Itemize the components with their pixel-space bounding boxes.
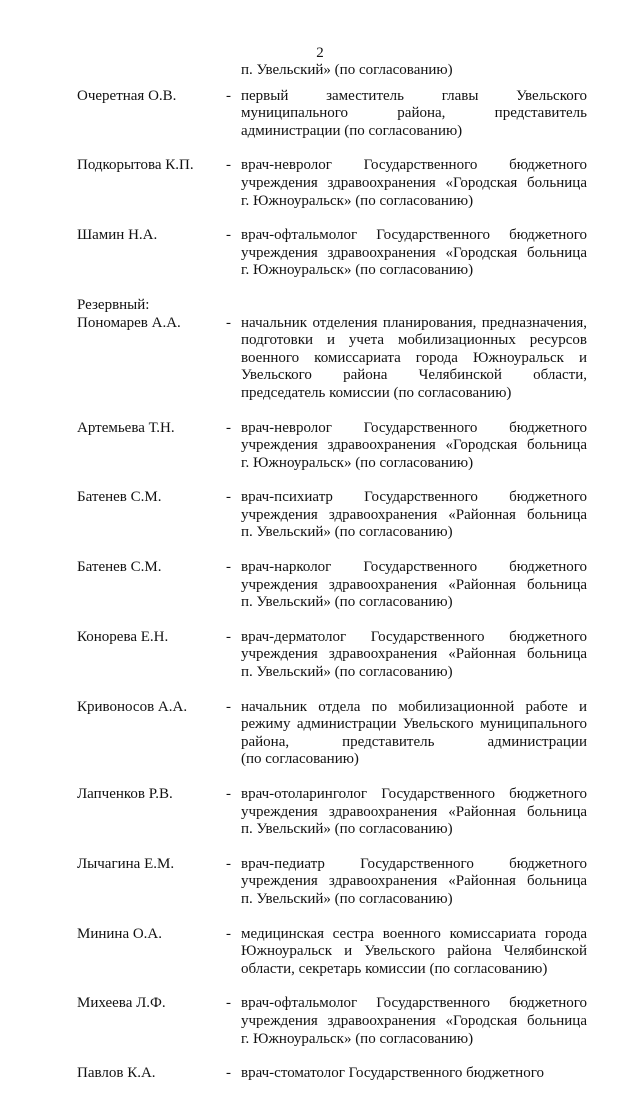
desc-line: врач-психиатр Государственного бюджетного [241,489,587,506]
desc-line: учреждения здравоохранения «Городская больница [241,437,587,454]
desc-line: подготовки и учета мобилизационных ресурсов [241,332,587,349]
desc-line: учреждения здравоохранения «Районная больница [241,873,587,890]
desc-line: врач-офтальмолог Государственного бюджетного [241,995,587,1012]
desc-line: начальник отделения планирования, предназначения, [241,314,587,331]
desc-line: учреждения здравоохранения «Городская больница [241,174,587,191]
desc-line: Увельского района Челябинской области, [241,367,587,384]
continued-entry [0,62,640,80]
desc-line: учреждения здравоохранения «Районная больница [241,646,587,663]
desc-line: г. Южноуральск» (по согласованию) [241,454,474,471]
desc-line: п. Увельский» (по согласованию) [241,821,453,838]
entry-description [241,926,587,979]
desc-line: п. Увельский» (по согласованию) [241,524,453,541]
desc-line: врач-педиатр Государственного бюджетного [241,855,587,872]
desc-line: муниципального района, представитель [241,105,587,122]
desc-line: врач-офтальмолог Государственного бюджетного [241,227,587,244]
entry-dash: - [226,628,231,645]
entry-dash: - [226,995,231,1012]
member-entry [0,489,640,542]
entry-dash: - [226,1065,231,1082]
member-name: Кривоносов А.А. [77,698,188,715]
desc-line: врач-дерматолог Государственного бюджетного [241,628,587,645]
desc-line: учреждения здравоохранения «Районная больница [241,803,587,820]
entry-dash: - [226,698,231,715]
entry-dash: - [226,559,231,576]
entry-description [241,420,587,473]
member-name: Батенев С.М. [77,559,162,576]
desc-line: п. Увельский» (по согласованию) [241,62,453,78]
page-number: 2 [316,45,324,61]
member-name: Минина О.А. [77,925,163,942]
entry-description [241,629,587,682]
member-entry [0,629,640,682]
member-entry [0,88,640,141]
entry-dash: - [226,314,231,331]
member-name: Подкорытова К.П. [77,157,194,174]
member-name: Михеева Л.Ф. [77,995,166,1012]
desc-line: врач-невролог Государственного бюджетного [241,157,587,174]
desc-line: учреждения здравоохранения «Городская больница [241,244,587,261]
entry-description [241,227,587,280]
entry-dash: - [226,87,231,104]
entry-description [241,315,587,403]
member-entry [0,227,640,280]
desc-line: председатель комиссии (по согласованию) [241,384,512,401]
entry-description [241,1065,587,1083]
member-entry [0,995,640,1048]
member-entry [0,699,640,769]
member-name: Лапченков Р.В. [77,786,173,802]
member-entry [0,315,640,403]
entry-description [241,62,587,80]
desc-line: (по согласованию) [241,751,359,768]
desc-line: п. Увельский» (по согласованию) [241,594,453,611]
desc-line: первый заместитель главы Увельского [241,87,587,104]
desc-line: режиму администрации Увельского муниципального [241,716,587,733]
entry-description [241,157,587,210]
desc-line: п. Увельский» (по согласованию) [241,890,453,907]
reserve-heading: Резервный: [77,296,150,313]
member-name: Очеретная О.В. [77,87,177,104]
member-entry [0,559,640,612]
desc-line: врач-нарколог Государственного бюджетного [241,559,587,576]
entry-description [241,699,587,769]
member-name: Пономарев А.А. [77,314,181,331]
desc-line: начальник отдела по мобилизационной работе и [241,698,587,715]
entry-dash: - [226,157,231,174]
desc-line: врач-невролог Государственного бюджетного [241,419,587,436]
desc-line: г. Южноуральск» (по согласованию) [241,1030,474,1047]
member-entry [0,1065,640,1083]
entry-description [241,786,587,839]
commission-list [0,62,640,1100]
member-name: Батенев С.М. [77,489,162,506]
reserve-members [0,315,640,1083]
entry-dash: - [226,855,231,872]
desc-line: г. Южноуральск» (по согласованию) [241,262,474,279]
desc-line: п. Увельский» (по согласованию) [241,664,453,681]
entry-dash: - [226,786,231,802]
entry-dash: - [226,925,231,942]
desc-line: учреждения здравоохранения «Районная больница [241,506,587,523]
desc-line: медицинская сестра военного комиссариата города [241,925,587,942]
desc-line: области, секретарь комиссии (по согласованию) [241,960,548,977]
desc-line: г. Южноуральск» (по согласованию) [241,192,474,209]
entry-dash: - [226,489,231,506]
member-name: Шамин Н.А. [77,227,158,244]
desc-line: врач-отоларинголог Государственного бюджетного [241,786,587,802]
member-entry [0,786,640,839]
desc-line: администрации (по согласованию) [241,122,463,139]
desc-line: врач-стоматолог Государственного бюджетного [241,1065,544,1082]
entry-dash: - [226,227,231,244]
entry-dash: - [226,419,231,436]
entry-description [241,489,587,542]
member-name: Конорева Е.Н. [77,628,169,645]
entry-description [241,88,587,141]
member-name: Артемьева Т.Н. [77,419,175,436]
entry-description [241,995,587,1048]
desc-line: района, представитель администрации [241,733,587,750]
member-entry [0,420,640,473]
main-members [0,88,640,280]
member-entry [0,926,640,979]
member-name: Павлов К.А. [77,1065,156,1082]
desc-line: учреждения здравоохранения «Городская больница [241,1012,587,1029]
member-name: Лычагина Е.М. [77,855,175,872]
desc-line: Южноуральск и Увельского района Челябинской [241,943,587,960]
desc-line: учреждения здравоохранения «Районная больница [241,576,587,593]
entry-description [241,856,587,909]
desc-line: военного комиссариата города Южноуральск и [241,349,587,366]
entry-description [241,559,587,612]
member-entry [0,856,640,909]
member-entry [0,157,640,210]
